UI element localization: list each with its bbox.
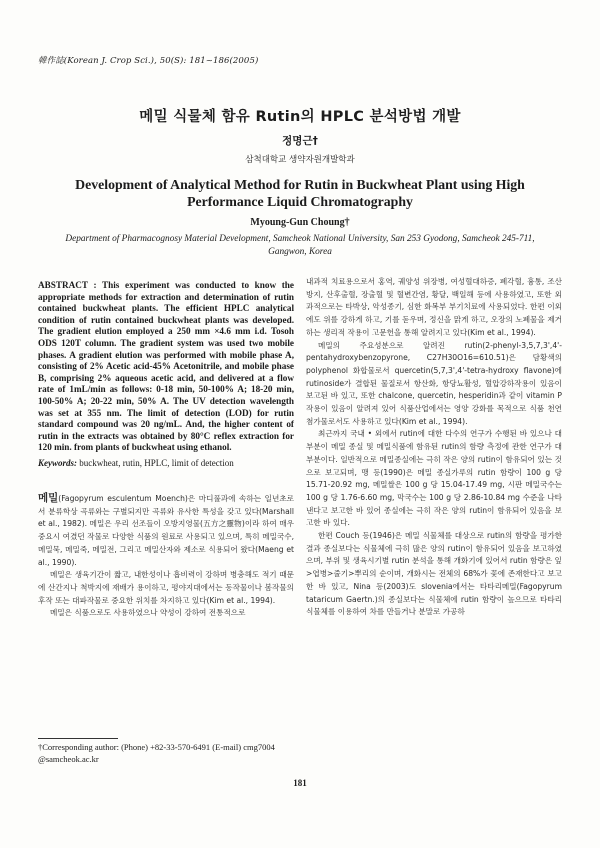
page-number: 181 bbox=[293, 778, 307, 788]
korean-affiliation: 삼척대학교 생약자원개발학과 bbox=[245, 155, 355, 165]
body-paragraph-text: (Fagopyrum esculentum Moench)은 마디풀과에 속하는 일년초로서 분류학상 곡류와는 구별되지만 곡류와 유사한 특성을 갖고 있다(Marshall et al., 1982). 메밀은 우리 선조들이 오방지영물(五方之靈物)이라 하여 매우 중요시 여겼던 작물로 다양한 식품의 원료로 사용되고 있으며, 특히 메밀국수, 메밀묵, 메밀죽, 메밀전, 그리고 메밀산자와 제소로 식용되어 왔다(Maeng et al., 1990). bbox=[38, 494, 294, 567]
english-author: Myoung-Gun Choung† bbox=[250, 217, 350, 228]
body-paragraph: 메밀의 주요성분으로 알려진 rutin(2-phenyl-3,5,7,3',4'-pentahydroxybenzopyrone, C27H30O16=610.51)은 담황색의 polyphenol 화합물로서 quercetin(5,7,3',4'-tetra-hydroxy flavone)에 rutinoside가 결합된 물질로서 항산화, 항당뇨활성, 혈압강하작용이 있음이 보고된 바 있고, 또한 chalcone, quercetin, hesperidin과 같이 vitamin P 작용이 있음이 알려져 있어 식품산업에서는 영양 강화를 목적으로 식품 천연첨가물로서도 사용하고 있다(Kim et al., 1994). bbox=[306, 340, 562, 426]
keywords-label: Keywords: bbox=[38, 458, 77, 468]
journal-reference: 韓作誌(Korean J. Crop Sci.), 50(S): 181~186(2005) bbox=[38, 56, 259, 66]
body-paragraph: 최근까지 국내 • 외에서 rutin에 대한 다수의 연구가 수행된 바 있으나 대부분이 메밀 종실 및 메밀식품에 함유된 rutin의 함량 측정에 관한 연구가 대부분이다. 일반적으로 메밀종실에는 극히 작은 양의 rutin이 함유되어 있는 것으로 보고되며, 맹 등(1990)은 메밀 종실가루의 rutin 함량이 100 g 당 15.71-20.92 mg, 메밀쌀은 100 g 당 15.04-17.49 mg, 시판 메밀국수는 100 g 당 1.76-6.60 mg, 막국수는 100 g 당 2.86-10.84 mg 수준을 나타낸다고 보고한 바 있어 종실에는 극히 작은 양의 rutin이 함유되어 있음을 보고한 바 있다. bbox=[306, 429, 562, 528]
english-title: Development of Analytical Method for Rutin in Buckwheat Plant using High Performance Liquid Chromatography bbox=[75, 177, 525, 209]
body-paragraph: 메밀은 생육기간이 짧고, 내한성이나 흡비력이 강하며 병충해도 적기 때문에 산간지나 척박지에 재배가 용이하고, 평야지대에서는 동작물이나 봄작물의 후작 또는 대파작물로 중요한 위치를 차지하고 있다(Kim et al., 1994). bbox=[38, 570, 294, 605]
corresponding-author-footnote: †Corresponding author: (Phone) +82-33-570-6491 (E-mail) cmg7004 @samcheok.ac.kr bbox=[38, 742, 275, 764]
korean-title: 메밀 식물체 함유 Rutin의 HPLC 분석방법 개발 bbox=[139, 109, 461, 125]
abstract: ABSTRACT : This experiment was conducted to know the appropriate methods for extraction and determination of rutin contained buckwheat plants. The efficient HPLC analytical condition of rutin contained buckwheat plants was developed. The gradient elution employed a 250 mm ×4.6 mm i.d. Tosoh ODS 120T column. The gradient system was used two mobile phases. A gradient elution was performed with mobile phase A, consisting of 2% Acetic acid-45% Acetonitrile, and mobile phase B, comprising 2% aqueous acetic acid, and delivered at a flow rate of 1mL/min as follows: 0-18 min, 50-100% A; 18-20 min, 100-50% A; 20-22 min, 50% A. The UV detection wavelength was set at 355 nm. The limit of detection (LOD) for rutin standard compound was 20 ng/mL. And, the higher content of rutin in the extracts was obtained by 80°C reflex extraction for 120 min. from plants of buckwheat using ethanol. bbox=[38, 280, 294, 453]
english-affiliation: Department of Pharmacognosy Material Development, Samcheok National University, San 253 Gyodong, Samcheok 245-711, Gangwon, Korea bbox=[65, 234, 535, 257]
right-body-column bbox=[306, 276, 562, 619]
left-body-column bbox=[38, 492, 294, 620]
body-paragraph: 메밀은 식품으로도 사용하였으나 약성이 강하여 전통적으로 bbox=[50, 608, 246, 618]
keywords bbox=[38, 458, 294, 469]
body-paragraph: 내과적 치료용으로서 홍역, 궤양성 위장병, 여성혈대하증, 폐각혈, 흉통, 조산방지, 산후출혈, 장출혈 및 혈변간염, 황달, 백일해 등에 사용하였고, 또한 외과적으로는 타박상, 악성종기, 심한 화복부 부기치료에 사용되었다. 한편 이외에도 위를 강하게 하고, 기를 돋우며, 정신을 맑게 하고, 오장의 노폐물을 제거하는 생리적 작용이 고문헌을 통해 알려지고 있다(Kim et al., 1994). bbox=[306, 277, 562, 337]
footnote-divider bbox=[38, 738, 118, 739]
korean-author: 정명근† bbox=[282, 135, 318, 147]
lead-word: 메밀 bbox=[38, 492, 59, 504]
body-paragraph bbox=[38, 492, 294, 569]
body-paragraph: 한편 Couch 등(1946)은 메밀 식물체를 대상으로 rutin의 함량을 평가한 결과 종실보다는 식물체에 극히 많은 양의 rutin이 함유되어 있음을 보고하였으며, 부위 및 생육시기별 rutin 분석을 통해 개화기에 있어서 rutin 함량은 잎>엽병>줄기>뿌리의 순이며, 개화시는 전체의 68%가 꽃에 존재한다고 보고한 바 있고, Nina 등(2003)도 slovenia에서는 타타리메밀(Fagopyrum tataricum Gaertn.)의 종실보다는 식물체에 rutin 함량이 높으므로 타타리 식물체를 이용하여 차를 만들거나 분말로 가공하 bbox=[306, 531, 562, 617]
keywords-text: buckwheat, rutin, HPLC, limit of detection bbox=[77, 458, 234, 468]
